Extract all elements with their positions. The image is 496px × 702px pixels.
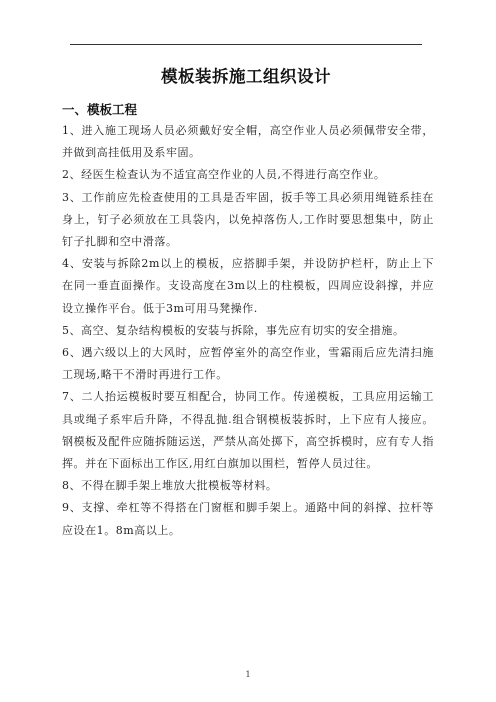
section-heading: 一、模板工程	[62, 102, 138, 117]
header-rule	[70, 44, 422, 45]
paragraph-9: 9、支撑、牵杠等不得搭在门窗框和脚手架上。通路中间的斜撑、拉杆等应设在1。8m高以上。	[62, 501, 434, 537]
paragraph-7: 7、二人抬运模板时要互相配合，协同工作。传递模板，工具应用运输工具或绳子系牢后升降，不得乱抛.组合钢模板装拆时，上下应有人接应。钢模板及配件应随拆随运送，严禁从高处掷下，高空拆模时，应有专人指挥。并在下面标出工作区,用红白旗加以围栏，暂停人员过往。	[62, 390, 434, 471]
paragraph-3: 3、工作前应先检查使用的工具是否牢固，扳手等工具必须用绳链系挂在身上，钉子必须放在工具袋内，以免掉落伤人,工作时要思想集中，防止钉子扎脚和空中滑落。	[62, 190, 434, 249]
paragraph-2: 2、经医生检查认为不适宜高空作业的人员,不得进行高空作业。	[62, 168, 386, 182]
paragraph-6: 6、遇六级以上的大风时，应暂停室外的高空作业，雪霜雨后应先清扫施工现场,略干不滑时再进行工作。	[62, 346, 434, 382]
paragraph-1: 1、进入施工现场人员必须戴好安全帽，高空作业人员必须佩带安全带，并做到高挂低用及系牢固。	[62, 124, 434, 160]
paragraph-5: 5、高空、复杂结构模板的安装与拆除，事先应有切实的安全措施。	[62, 323, 405, 337]
document-body	[62, 120, 434, 542]
paragraph-4: 4、安装与拆除2m以上的模板，应搭脚手架，并设防护栏杆，防止上下在同一垂直面操作。支设高度在3m以上的柱模板，四周应设斜撑，并应设立操作平台。低于3m可用马凳操作.	[62, 257, 434, 315]
page-number: 1	[245, 670, 251, 679]
document-title: 模板装拆施工组织设计	[161, 67, 331, 86]
paragraph-8: 8、不得在脚手架上堆放大批模板等材料。	[62, 479, 278, 493]
